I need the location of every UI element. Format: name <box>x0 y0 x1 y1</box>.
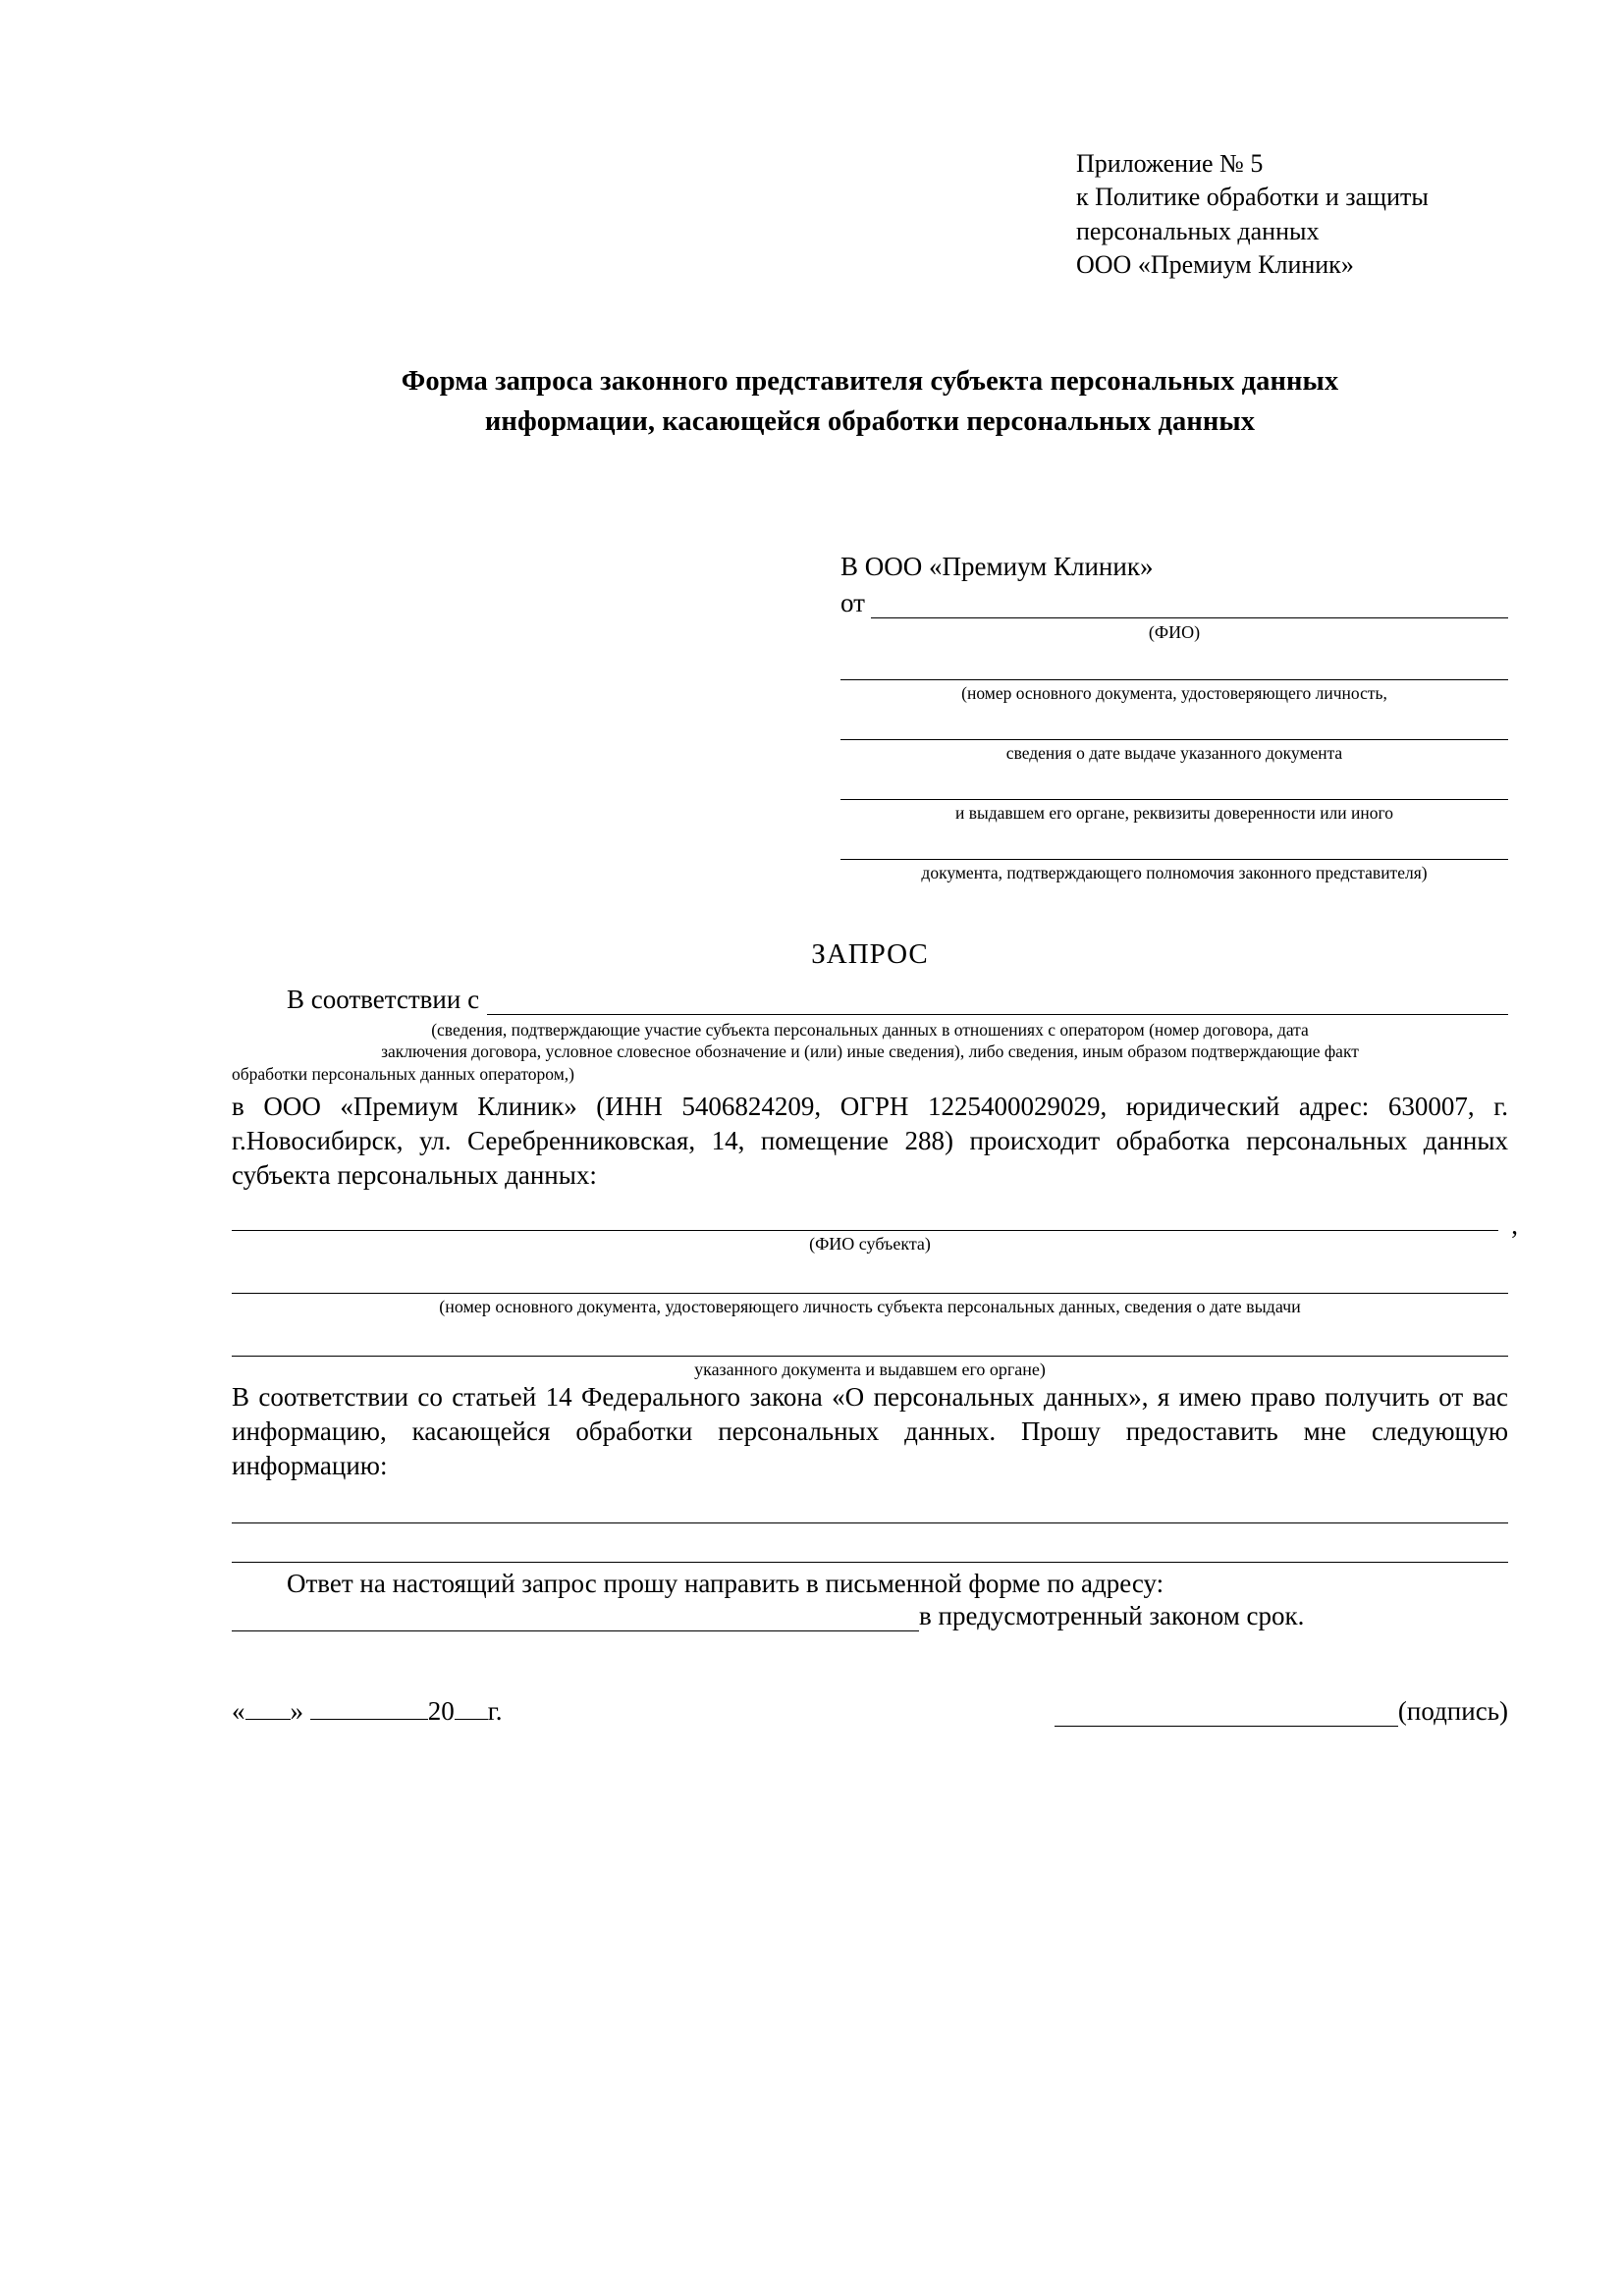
appendix-line-3: персональных данных <box>1076 216 1320 245</box>
document-content <box>232 147 1518 1727</box>
document-authority-input-line[interactable] <box>840 833 1508 860</box>
subject-document-organ-input-line[interactable] <box>232 1330 1508 1357</box>
requested-information-line-1[interactable] <box>232 1497 1508 1523</box>
law-paragraph: В соответствии со статьей 14 Федерального закона «О персональных данных», я имею право получить от вас информацию, касающейся обработки персональных данных. Прошу предоставить мне следующую информацию: <box>232 1382 1508 1481</box>
subject-document-caption-2: указанного документа и выдавшем его органе) <box>694 1360 1046 1380</box>
document-organ-caption: и выдавшем его органе, реквизиты доверенности или иного <box>954 802 1394 823</box>
page-title-line-1: Форма запроса законного представителя субъекта персональных данных <box>401 366 1339 398</box>
page-title-line-2: информации, касающейся обработки персональных данных <box>484 405 1256 437</box>
document-number-caption: (номер основного документа, удостоверяющего личность, <box>961 682 1387 703</box>
fio-input-line[interactable] <box>871 592 1508 618</box>
subject-fio-row <box>232 1206 1518 1241</box>
signature-input-line[interactable] <box>1055 1702 1398 1727</box>
date-month-blank[interactable] <box>310 1697 428 1720</box>
appendix-line-1: Приложение № 5 <box>1076 149 1264 178</box>
date-day-blank[interactable] <box>245 1697 291 1720</box>
from-label: от <box>840 588 865 618</box>
answer-address-input-line[interactable] <box>232 1605 919 1631</box>
date-year-blank[interactable] <box>455 1697 488 1720</box>
subject-fio-caption: (ФИО субъекта) <box>809 1234 931 1255</box>
appendix-header <box>1076 147 1508 282</box>
signature-field <box>1055 1696 1508 1727</box>
in-accordance-row <box>232 985 1508 1015</box>
addressee-organization: В ООО «Премиум Клиник» <box>840 552 1154 582</box>
document-authority-caption: документа, подтверждающего полномочия законного представителя) <box>921 862 1428 882</box>
appendix-line-2: к Политике обработки и защиты <box>1076 183 1429 212</box>
subject-fio-comma: , <box>1511 1210 1518 1241</box>
document-date-input-line[interactable] <box>840 714 1508 740</box>
document-number-input-line[interactable] <box>840 654 1508 680</box>
request-heading: ЗАПРОС <box>811 937 929 970</box>
in-accordance-caption-line-1: (сведения, подтверждающие участие субъекта персональных данных в отношениях с оператором (номер договора, дата <box>431 1019 1309 1040</box>
answer-paragraph: Ответ на настоящий запрос прошу направить в письменной форме по адресу: <box>287 1568 1164 1598</box>
document-date-caption: сведения о дате выдаче указанного документа <box>1005 742 1343 763</box>
date-year: 20 <box>427 1695 455 1726</box>
subject-document-caption-1: (номер основного документа, удостоверяющего личность субъекта персональных данных, сведения о дате выдачи <box>439 1297 1301 1317</box>
in-accordance-caption <box>232 1019 1508 1086</box>
addressee-block <box>840 552 1508 883</box>
requested-information-line-2[interactable] <box>232 1536 1508 1563</box>
signature-label: (подпись) <box>1397 1695 1508 1726</box>
document-organ-input-line[interactable] <box>840 774 1508 800</box>
in-accordance-caption-line-3: обработки персональных данных оператором,) <box>232 1064 574 1085</box>
answer-address-row <box>232 1601 1508 1631</box>
date-open-quote: « <box>232 1695 245 1726</box>
operator-paragraph: в ООО «Премиум Клиник» (ИНН 5406824209, ОГРН 1225400029029, юридический адрес: 630007, г. г.Новосибирск, ул. Серебренниковская, 14, помещение 288) происходит обработка персональных данных субъекта персональных данных: <box>232 1091 1508 1191</box>
signature-row <box>232 1696 1508 1727</box>
date-close-quote: » <box>290 1695 303 1726</box>
in-accordance-label: В соответствии с <box>287 984 480 1014</box>
from-row <box>840 588 1508 618</box>
in-accordance-caption-line-2: заключения договора, условное словесное обозначение и (или) иные сведения), либо сведения, иным образом подтверждающие факт <box>381 1041 1359 1062</box>
appendix-line-4: ООО «Премиум Клиник» <box>1076 249 1354 279</box>
subject-document-input-line[interactable] <box>232 1267 1508 1294</box>
subject-fio-input-line[interactable] <box>232 1206 1498 1231</box>
date-field[interactable] <box>232 1696 503 1727</box>
answer-address-tail: в предусмотренный законом срок. <box>919 1600 1305 1630</box>
fio-caption: (ФИО) <box>1148 622 1201 643</box>
date-suffix: г. <box>487 1695 503 1726</box>
page-title <box>232 362 1508 442</box>
in-accordance-input-line[interactable] <box>487 988 1508 1015</box>
